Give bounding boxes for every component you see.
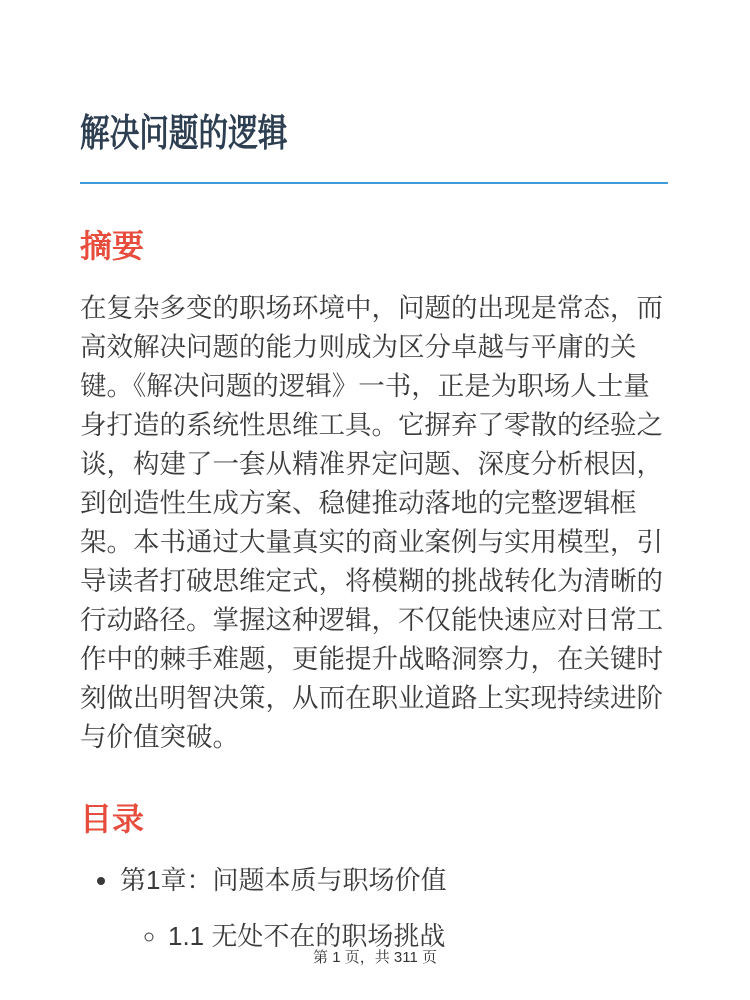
toc-list (80, 865, 668, 952)
abstract-paragraph: 在复杂多变的职场环境中，问题的出现是常态，而高效解决问题的能力则成为区分卓越与平庸的关键。《解决问题的逻辑》一书，正是为职场人士量身打造的系统性思维工具。它摒弃了零散的经验之谈，构建了一套从精准界定问题、深度分析根因，到创造性生成方案、稳健推动落地的完整逻辑框架。本书通过大量真实的商业案例与实用模型，引导读者打破思维定式，将模糊的挑战转化为清晰的行动路径。掌握这种逻辑，不仅能快速应对日常工作中的棘手难题，更能提升战略洞察力，在关键时刻做出明智决策，从而在职业道路上实现持续进阶与价值突破。 (80, 293, 663, 752)
toc-sublist (120, 921, 668, 952)
toc-item-chapter-1 (120, 865, 668, 952)
toc-subitem-label: 1.1 无处不在的职场挑战 (168, 921, 446, 951)
toc-heading: 目录 (80, 801, 145, 837)
page-indicator: 第 1 页，共 311 页 (313, 949, 437, 966)
page-title-text: 解决问题的逻辑 (80, 113, 288, 155)
toc-subitem-1-1 (168, 921, 668, 952)
toc-item-label: 第1章：问题本质与职场价值 (120, 865, 447, 895)
abstract-heading: 摘要 (80, 228, 145, 264)
title-divider (80, 182, 668, 184)
page-title (80, 0, 668, 158)
